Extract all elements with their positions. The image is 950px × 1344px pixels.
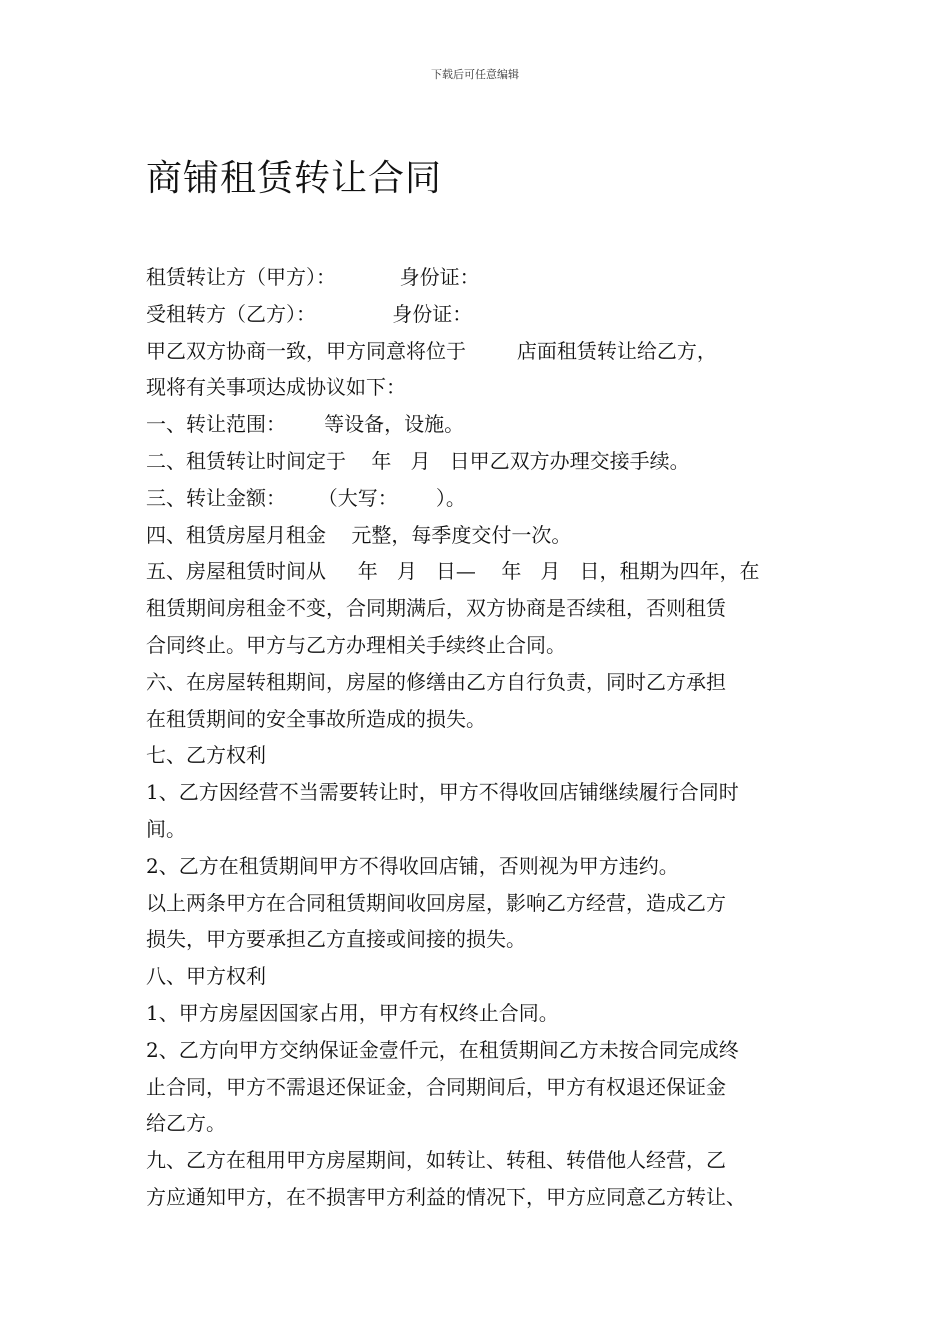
paragraph-line: 以上两条甲方在合同租赁期间收回房屋，影响乙方经营，造成乙方 — [146, 890, 726, 915]
paragraph-line: 六、在房屋转租期间，房屋的修缮由乙方自行负责，同时乙方承担 — [146, 669, 726, 694]
paragraph-line: 租赁转让方（甲方）： 身份证： — [146, 265, 480, 289]
paragraph-line: 在租赁期间的安全事故所造成的损失。 — [146, 706, 486, 731]
paragraph-line: 间。 — [146, 816, 186, 841]
paragraph-line: 止合同，甲方不需退还保证金，合同期间后，甲方有权退还保证金 — [146, 1074, 726, 1099]
paragraph-line: 给乙方。 — [146, 1111, 226, 1136]
paragraph-line: 方应通知甲方，在不损害甲方利益的情况下，甲方应同意乙方转让、 — [146, 1184, 746, 1209]
document-body — [146, 259, 836, 1216]
paragraph-line: 现将有关事项达成协议如下： — [146, 375, 406, 400]
paragraph-line: 2、乙方向甲方交纳保证金壹仟元，在租赁期间乙方未按合同完成终 — [146, 1037, 739, 1062]
paragraph-line: 受租转方（乙方）： 身份证： — [146, 301, 473, 326]
paragraph-line: 1、乙方因经营不当需要转让时，甲方不得收回店铺继续履行合同时 — [146, 780, 739, 805]
paragraph-line: 1、甲方房屋因国家占用，甲方有权终止合同。 — [146, 1000, 559, 1025]
paragraph-line: 合同终止。甲方与乙方办理相关手续终止合同。 — [146, 632, 566, 657]
paragraph-line: 损失，甲方要承担乙方直接或间接的损失。 — [146, 927, 526, 952]
paragraph-line: 2、乙方在租赁期间甲方不得收回店铺，否则视为甲方违约。 — [146, 853, 679, 878]
paragraph-line: 五、房屋租赁时间从 年 月 日— 年 月 日，租期为四年，在 — [146, 559, 760, 584]
paragraph-line: 九、乙方在租用甲方房屋期间，如转让、转租、转借他人经营，乙 — [146, 1148, 726, 1173]
paragraph-line: 八、甲方权利 — [146, 964, 266, 989]
paragraph-line: 甲乙双方协商一致，甲方同意将位于 店面租赁转让给乙方， — [146, 338, 717, 363]
document-title: 商铺租赁转让合同 — [146, 158, 443, 199]
paragraph-line: 四、租赁房屋月租金 元整，每季度交付一次。 — [146, 522, 572, 547]
paragraph-line: 一、转让范围： 等设备，设施。 — [146, 412, 465, 437]
paragraph-line: 七、乙方权利 — [146, 743, 266, 768]
paragraph-line: 租赁期间房租金不变，合同期满后，双方协商是否续租，否则租赁 — [146, 596, 726, 621]
paragraph-line: 二、租赁转让时间定于 年 月 日甲乙双方办理交接手续。 — [146, 448, 690, 473]
header-note: 下载后可任意编辑 — [431, 68, 519, 81]
paragraph-line: 三、转让金额： （大写： ）。 — [146, 485, 466, 510]
